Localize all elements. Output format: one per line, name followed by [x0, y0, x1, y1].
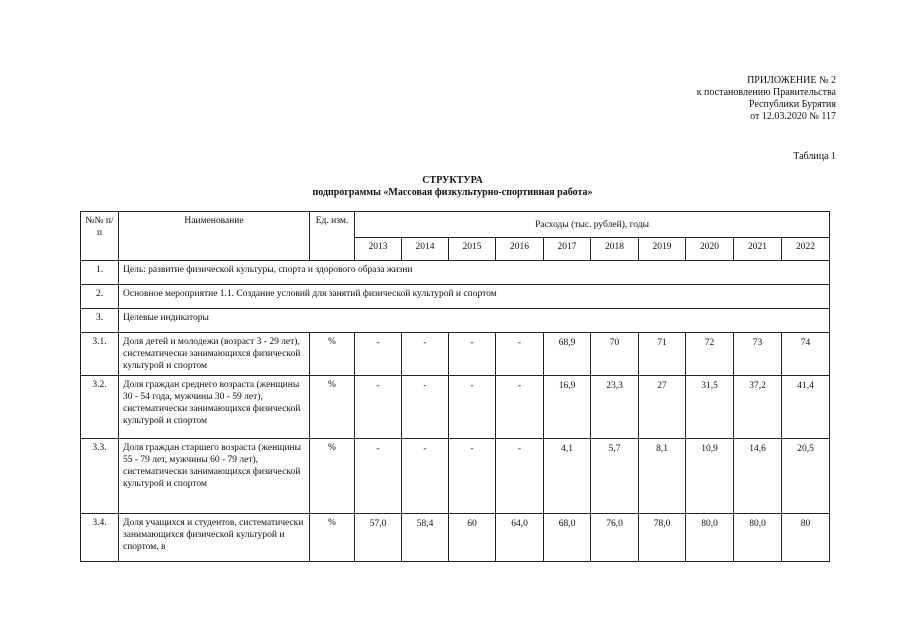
- appendix-line-resolution: к постановлению Правительства: [696, 87, 836, 98]
- row-value-2019: 71: [639, 333, 686, 376]
- appendix-header: [697, 75, 836, 123]
- row-value-2021: 80,0: [734, 514, 782, 562]
- row-name: Доля учащихся и студентов, систематически занимающихся физической культурой и спортом, в: [119, 514, 310, 562]
- indicator-row: [81, 439, 830, 514]
- header-name: Наименование: [119, 212, 310, 261]
- year-2014: 2014: [402, 238, 449, 261]
- row-name: Доля граждан старшего возраста (женщины 55 - 79 лет, мужчины 60 - 79 лет), систематически занимающихся физической культурой и спортом: [119, 439, 310, 514]
- indicator-row: [81, 376, 830, 439]
- row-value-2018: 70: [591, 333, 639, 376]
- year-2022: 2022: [782, 238, 830, 261]
- row-value-2015: -: [449, 333, 496, 376]
- row-value-2020: 31,5: [686, 376, 734, 439]
- section-num: 3.: [81, 309, 119, 333]
- header-unit: Ед. изм.: [310, 212, 355, 261]
- row-name: Доля детей и молодежи (возраст 3 - 29 лет), систематически занимающихся физической культурой и спортом: [119, 333, 310, 376]
- row-value-2021: 14,6: [734, 439, 782, 514]
- year-2018: 2018: [591, 238, 639, 261]
- row-num: 3.4.: [81, 514, 119, 562]
- indicator-row: [81, 514, 830, 562]
- row-unit: %: [310, 333, 355, 376]
- row-value-2021: 73: [734, 333, 782, 376]
- section-row-indicators: [81, 309, 830, 333]
- row-value-2014: -: [402, 439, 449, 514]
- row-value-2013: -: [355, 333, 402, 376]
- row-value-2019: 78,0: [639, 514, 686, 562]
- row-value-2017: 4,1: [544, 439, 591, 514]
- row-value-2014: -: [402, 376, 449, 439]
- row-value-2022: 80: [782, 514, 830, 562]
- section-num: 1.: [81, 261, 119, 285]
- section-text: Цель: развитие физической культуры, спорта и здорового образа жизни: [119, 261, 830, 285]
- row-value-2018: 5,7: [591, 439, 639, 514]
- structure-table: [80, 211, 830, 562]
- row-value-2016: -: [496, 333, 544, 376]
- row-value-2020: 80,0: [686, 514, 734, 562]
- row-value-2015: -: [449, 439, 496, 514]
- section-num: 2.: [81, 285, 119, 309]
- year-2015: 2015: [449, 238, 496, 261]
- row-value-2014: 58,4: [402, 514, 449, 562]
- row-num: 3.2.: [81, 376, 119, 439]
- title-subprogram: подпрограммы «Массовая физкультурно-спортивная работа»: [312, 187, 593, 198]
- row-value-2020: 72: [686, 333, 734, 376]
- year-2013: 2013: [355, 238, 402, 261]
- header-expenses: Расходы (тыс. рублей), годы: [355, 212, 830, 238]
- year-2019: 2019: [639, 238, 686, 261]
- row-value-2022: 41,4: [782, 376, 830, 439]
- header-row: [81, 212, 830, 238]
- row-value-2020: 10,9: [686, 439, 734, 514]
- appendix-line-date: от 12.03.2020 № 117: [750, 111, 836, 122]
- table-label: Таблица 1: [793, 151, 836, 162]
- year-2016: 2016: [496, 238, 544, 261]
- row-unit: %: [310, 376, 355, 439]
- row-value-2014: -: [402, 333, 449, 376]
- row-value-2013: 57,0: [355, 514, 402, 562]
- row-value-2017: 68,9: [544, 333, 591, 376]
- row-value-2017: 16,9: [544, 376, 591, 439]
- row-value-2013: -: [355, 439, 402, 514]
- row-num: 3.1.: [81, 333, 119, 376]
- row-value-2015: -: [449, 376, 496, 439]
- row-unit: %: [310, 439, 355, 514]
- row-value-2017: 68,0: [544, 514, 591, 562]
- row-num: 3.3.: [81, 439, 119, 514]
- row-value-2021: 37,2: [734, 376, 782, 439]
- row-value-2018: 23,3: [591, 376, 639, 439]
- row-value-2019: 27: [639, 376, 686, 439]
- row-value-2019: 8,1: [639, 439, 686, 514]
- appendix-title: ПРИЛОЖЕНИЕ № 2: [747, 75, 836, 86]
- header-num: №№ п/п: [81, 212, 119, 261]
- appendix-line-republic: Республики Бурятия: [748, 99, 836, 110]
- row-value-2016: -: [496, 376, 544, 439]
- document-title: [0, 175, 905, 199]
- row-value-2016: -: [496, 439, 544, 514]
- row-value-2022: 20,5: [782, 439, 830, 514]
- row-name: Доля граждан среднего возраста (женщины 30 - 54 года, мужчины 30 - 59 лет), систематически занимающихся физической культурой и спортом: [119, 376, 310, 439]
- year-2017: 2017: [544, 238, 591, 261]
- row-value-2013: -: [355, 376, 402, 439]
- title-structure: СТРУКТУРА: [422, 175, 483, 186]
- row-value-2015: 60: [449, 514, 496, 562]
- section-row-goal: [81, 261, 830, 285]
- year-2021: 2021: [734, 238, 782, 261]
- row-value-2018: 76,0: [591, 514, 639, 562]
- row-value-2016: 64,0: [496, 514, 544, 562]
- row-value-2022: 74: [782, 333, 830, 376]
- section-row-measure: [81, 285, 830, 309]
- indicator-row: [81, 333, 830, 376]
- section-text: Целевые индикаторы: [119, 309, 830, 333]
- section-text: Основное мероприятие 1.1. Создание условий для занятий физической культурой и спортом: [119, 285, 830, 309]
- row-unit: %: [310, 514, 355, 562]
- year-2020: 2020: [686, 238, 734, 261]
